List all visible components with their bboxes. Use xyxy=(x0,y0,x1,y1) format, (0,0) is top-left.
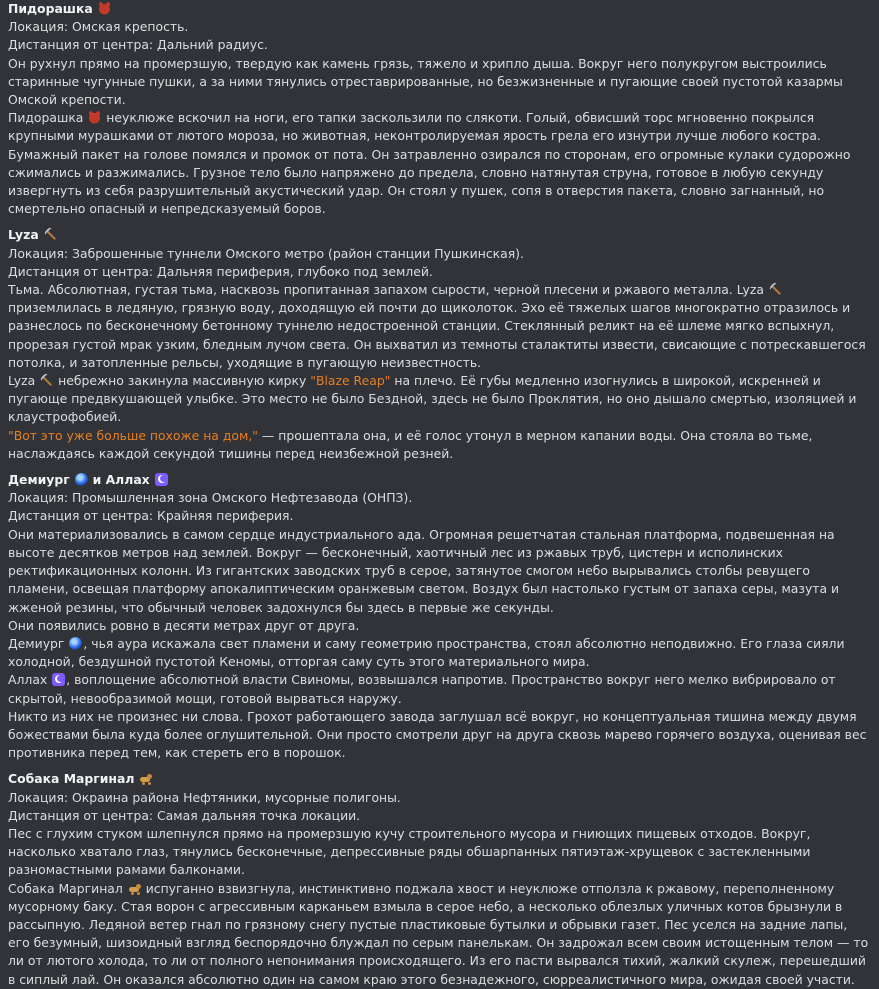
pickaxe-icon xyxy=(44,228,57,241)
paragraph: Пидорашка неуклюже вскочил на ноги, его тапки заскользили по слякоти. Голый, обвисший торс мгновенно покрылся крупными мурашками от лютого мороза, но животная, неконтролируемая ярость грела его изнутри лучше любого костра. Бумажный пакет на голове помялся и промок от пота. Он затравленно озирался по сторонам, его огромные кулаки судорожно сжимались и разжимались. Грузное тело было напряжено до предела, словно натянутая струна, готовое в любую секунду извергнуть из себя разрушительный акустический удар. Он стоял у пушек, сопя в отверстия пакета, словно загнанный, но смертельно опасный и непредсказуемый боров. xyxy=(8,110,851,217)
section-title: Пидорашка xyxy=(8,0,871,18)
location-line: Локация: Заброшенные туннели Омского метро (район станции Пушкинская). xyxy=(8,245,524,261)
character-section xyxy=(8,226,871,463)
devil-face-icon xyxy=(88,111,101,124)
section-title: Собака Маргинал xyxy=(8,770,871,788)
distance-line: Дистанция от центра: Самая дальняя точка локации. xyxy=(8,807,361,823)
paragraph: Они материализовались в самом сердце индустриального ада. Огромная решетчатая стальная платформа, подвешенная на высоте десятков метров над землей. Вокруг — бесконечный, хаотичный лес из ржавых труб, цистерн и исполинских ректификационных колонн. Из гигантских заводских труб в серое, затянутое смогом небо вырывались столбы ревущего пламени, освещая платформу апокалиптическим оранжевым светом. Воздух был настолько густым от запаха серы, мазута и жженой резины, что обычный человек задохнулся бы здесь в первые же секунды. xyxy=(8,526,840,615)
quote-highlight: "Вот это уже больше похоже на дом," xyxy=(8,427,258,443)
paragraph: Собака Маргинал испуганно взвизгнула, инстинктивно поджала хвост и неуклюже отползла к ржавому, переполненному мусорному баку. Стая ворон с агрессивным карканьем взмыла в серое небо, а несколько облезлых уличных котов брызнули в рассыпную. Ледяной ветер гнал по грязному снегу пустые пластиковые бутылки и обрывки газет. Пес уселся на задние лапы, его безумный, шизоидный взгляд беспорядочно блуждал по серым панелькам. Он задрожал всем своим истощенным телом — то ли от лютого холода, то ли от полного непонимания происходящего. Из его пасти вырвался тихий, жалкий скулеж, перешедший в сиплый лай. Он оказался абсолютно один на самом краю этого безнадежного, сюрреалистичного мира, ожидая своей участи. xyxy=(8,880,869,987)
paragraph: Пес с глухим стуком шлепнулся прямо на промерзшую кучу строительного мусора и гниющих пищевых отходов. Вокруг, насколько хватало глаз, тянулись бесконечные, депрессивные ряды обшарпанных пятиэтаж-хрущевок с застекленными разномастными рамами балконами. xyxy=(8,825,811,878)
distance-line: Дистанция от центра: Дальний радиус. xyxy=(8,37,268,53)
paragraph: Никто из них не произнес ни слова. Грохот работающего завода заглушал всё вокруг, но концептуальная тишина между двумя божествами была куда более оглушительной. Они просто смотрели друг на друга сквозь марево горячего воздуха, оценивая вес противника перед тем, как стереть его в порошок. xyxy=(8,708,867,761)
pickaxe-icon xyxy=(769,283,782,296)
section-title: Демиург и Аллах xyxy=(8,471,871,489)
pickaxe-icon xyxy=(40,374,53,387)
location-line: Локация: Окраина района Нефтяники, мусорные полигоны. xyxy=(8,789,401,805)
paragraph: Они появились ровно в десяти метрах друг от друга. xyxy=(8,617,360,633)
crescent-moon-icon xyxy=(52,673,65,686)
location-line: Локация: Омская крепость. xyxy=(8,19,189,35)
distance-line: Дистанция от центра: Крайняя периферия. xyxy=(8,508,294,524)
location-line: Локация: Промышленная зона Омского Нефтезавода (ОНПЗ). xyxy=(8,490,413,506)
paragraph: Lyza небрежно закинула массивную кирку "Blaze Reap" на плечо. Её губы медленно изогнулись в широкой, искренней и пугающе предвкушающей улыбке. Это место не было Бездной, здесь не было Проклятия, но оно дышало смертью, изоляцией и клаустрофобией. xyxy=(8,373,857,425)
distance-line: Дистанция от центра: Дальняя периферия, глубоко под землей. xyxy=(8,263,433,279)
paragraph: Демиург , чья аура искажала свет пламени и саму геометрию пространства, стоял абсолютно неподвижно. Его глаза сияли холодной, бездушной пустотой Кеномы, отторгая саму суть этого материального мира. xyxy=(8,635,845,670)
section-title: Lyza xyxy=(8,226,871,244)
blue-orb-icon xyxy=(69,637,82,650)
devil-face-icon xyxy=(98,2,111,15)
paragraph: Аллах , воплощение абсолютной власти Свиномы, возвышался напротив. Пространство вокруг него мелко вибрировало от скрытой, невообразимой мощи, готовой вырваться наружу. xyxy=(8,672,836,706)
paragraph: "Вот это уже больше похоже на дом," — прошептала она, и её голос утонул в мерном капании воды. Она стояла во тьме, наслаждаясь каждой секундой тишины перед неизбежной резней. xyxy=(8,427,813,461)
blue-orb-icon xyxy=(75,473,88,486)
dog-icon xyxy=(128,882,141,895)
dog-icon xyxy=(139,772,152,785)
crescent-moon-icon xyxy=(155,473,168,486)
character-section xyxy=(8,0,871,218)
character-section xyxy=(8,471,871,762)
paragraph: Тьма. Абсолютная, густая тьма, насквозь пропитанная запахом сырости, черной плесени и ржавого металла. Lyza приземлилась в ледяную, грязную воду, доходящую ей почти до щиколоток. Эхо её тяжелых шагов многократно отразилось и разнеслось по бесконечному бетонному туннелю недостроенной станции. Стеклянный реликт на её шлеме мягко вспыхнул, прорезая густой мрак узким, бледным лучом света. Он выхватил из темноты сталактиты извести, свисающие с потрескавшегося потолка, и затопленные рельсы, уходящие в пугающую неизвестность. xyxy=(8,282,866,370)
character-section xyxy=(8,770,871,988)
quote-highlight: "Blaze Reap" xyxy=(310,373,391,389)
paragraph: Он рухнул прямо на промерзшую, твердую как камень грязь, тяжело и хрипло дыша. Вокруг него полукругом выстроились старинные чугунные пушки, а за ними тянулись отреставрированные, но безжизненные и пугающие своей пустотой казармы Омской крепости. xyxy=(8,55,843,108)
